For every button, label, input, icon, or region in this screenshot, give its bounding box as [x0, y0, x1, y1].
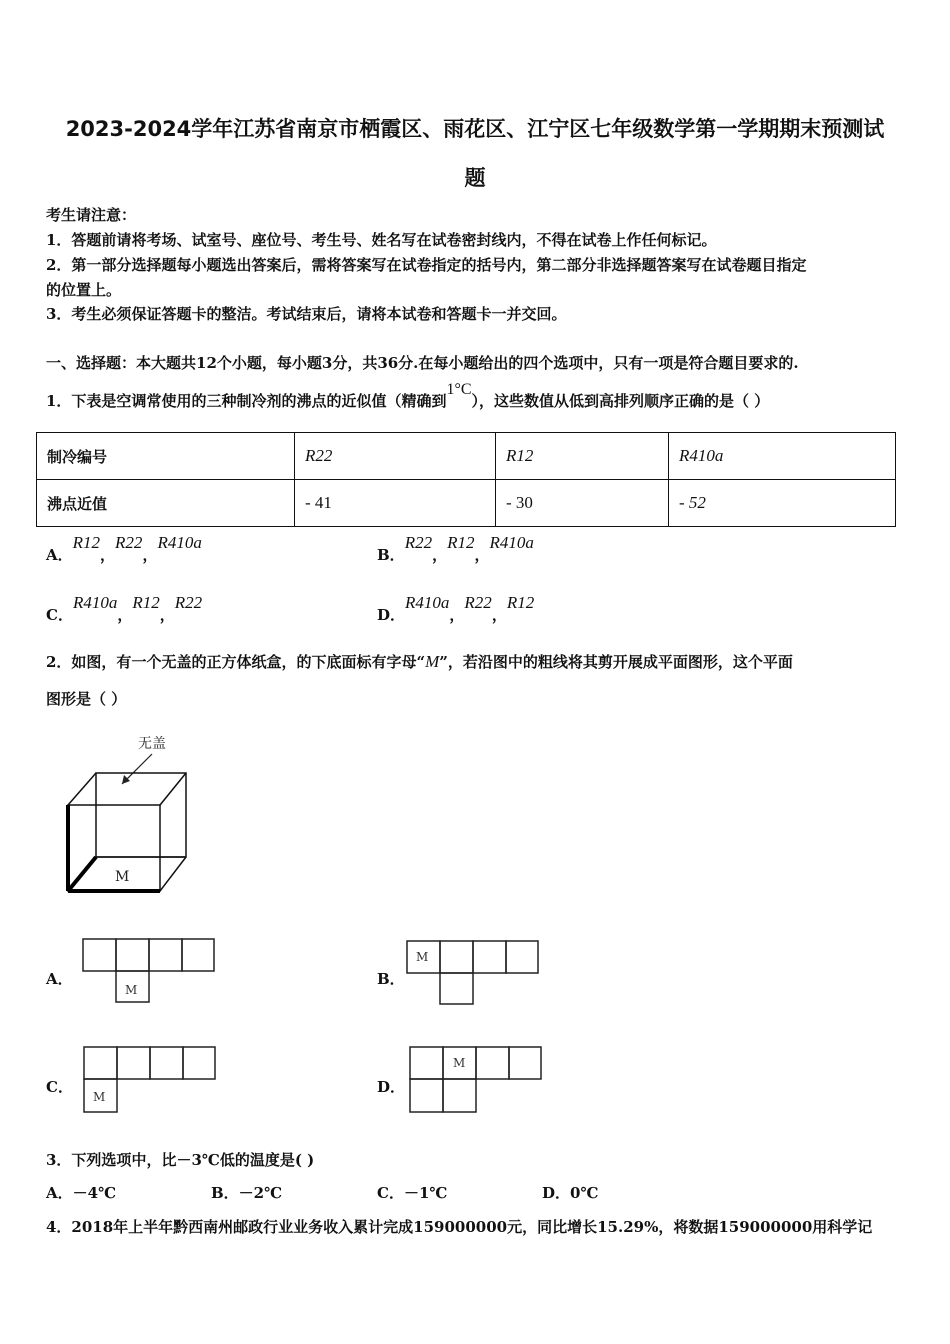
- net-mark: M: [416, 950, 429, 964]
- q1-option-b[interactable]: B．R22，R12，R410a: [377, 533, 534, 564]
- page-title-continued: 题: [464, 166, 486, 190]
- net-mark: M: [125, 983, 138, 997]
- table-header-cell: R12: [496, 433, 669, 480]
- table-row: [37, 433, 896, 480]
- page-title: 2023-2024学年江苏省南京市栖霞区、雨花区、江宁区七年级数学第一学期期末预测试: [65, 117, 885, 141]
- boiling-point-table: [36, 432, 896, 527]
- table-header-cell: 制冷编号: [37, 433, 295, 480]
- q1-unit: 1°C: [446, 381, 472, 398]
- q3-option-a[interactable]: A．－4℃: [46, 1184, 117, 1202]
- q1-option-a[interactable]: A．R12，R22，R410a: [46, 533, 202, 564]
- table-cell: - 41: [295, 480, 496, 527]
- cube-label: M: [115, 869, 130, 885]
- table-header-cell: R22: [295, 433, 496, 480]
- q2-option-b-net[interactable]: [406, 940, 540, 1006]
- table-row: [37, 480, 896, 527]
- q3-stem: 3．下列选项中，比－3℃低的温度是( ): [46, 1151, 315, 1169]
- cube-caption: 无盖: [138, 736, 166, 752]
- q2-stem-line2: 图形是（ ）: [46, 690, 127, 708]
- notice-item: 1．答题前请将考场、试室号、座位号、考生号、姓名写在试卷密封线内，不得在试卷上作任何标记。: [46, 231, 717, 249]
- q2-option-c-net[interactable]: [83, 1046, 217, 1114]
- q3-option-c[interactable]: C．－1℃: [377, 1184, 448, 1202]
- q3-option-b[interactable]: B．－2℃: [211, 1184, 283, 1202]
- net-mark: M: [453, 1056, 466, 1070]
- notice-item: 的位置上。: [46, 281, 122, 299]
- section-heading: 一、选择题：本大题共12个小题，每小题3分，共36分.在每小题给出的四个选项中，只有一项是符合题目要求的.: [46, 354, 799, 372]
- q1-stem: 1．下表是空调常使用的三种制冷剂的沸点的近似值（精确到1°C），这些数值从低到高排列顺序正确的是（ ）: [46, 381, 770, 410]
- notice-item: 3．考生必须保证答题卡的整洁。考试结束后，请将本试卷和答题卡一并交回。: [46, 305, 567, 323]
- table-cell: - 30: [496, 480, 669, 527]
- open-cube-figure: [60, 728, 200, 908]
- q2-option-d-net[interactable]: [409, 1046, 543, 1114]
- q2-option-b-label[interactable]: B．: [377, 970, 405, 988]
- notice-heading: 考生请注意：: [46, 206, 137, 224]
- q3-option-d[interactable]: D．0℃: [542, 1184, 599, 1202]
- q2-stem-line1: 2．如图，有一个无盖的正方体纸盒，的下底面标有字母“M”，若沿图中的粗线将其剪开展成平面图形，这个平面: [46, 652, 793, 671]
- q2-option-d-label[interactable]: D．: [377, 1078, 406, 1096]
- q4-stem: 4．2018年上半年黔西南州邮政行业业务收入累计完成159000000元，同比增长15.29%，将数据159000000用科学记: [46, 1218, 873, 1236]
- table-cell: 沸点近值: [37, 480, 295, 527]
- q2-option-c-label[interactable]: C．: [46, 1078, 73, 1096]
- q2-option-a-net[interactable]: [82, 938, 216, 1004]
- notice-item: 2．第一部分选择题每小题选出答案后，需将答案写在试卷指定的括号内，第二部分非选择题答案写在试卷题目指定: [46, 256, 807, 274]
- q2-letter: M: [425, 652, 440, 671]
- q2-option-a-label[interactable]: A．: [46, 970, 73, 988]
- net-mark: M: [93, 1090, 106, 1104]
- table-header-cell: R410a: [669, 433, 896, 480]
- q1-option-c[interactable]: C．R410a，R12，R22: [46, 593, 203, 624]
- table-cell: - 52: [669, 480, 896, 527]
- q1-option-d[interactable]: D．R410a，R22，R12: [377, 593, 535, 624]
